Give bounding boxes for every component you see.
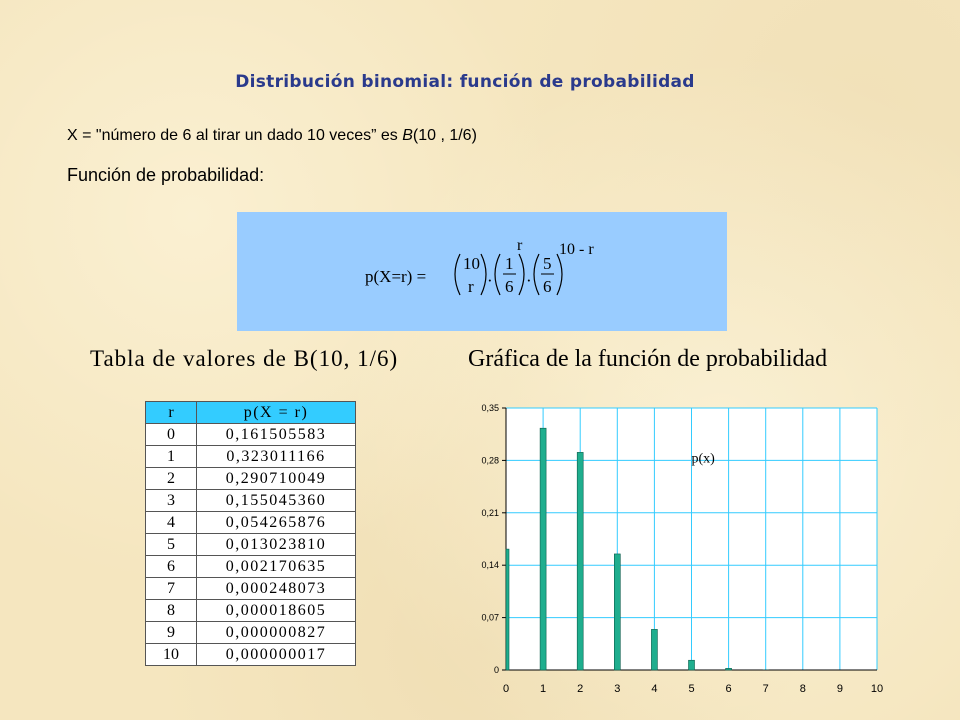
x-tick-label: 10 <box>870 683 884 695</box>
cell-probability: 0,000000017 <box>197 644 356 666</box>
x-tick-label: 0 <box>502 683 510 695</box>
x-tick-label: 3 <box>614 683 621 695</box>
cell-r: 7 <box>146 578 197 600</box>
cell-r: 8 <box>146 600 197 622</box>
table-caption: Tabla de valores de B(10, 1/6) <box>90 346 399 371</box>
distribution-params: (10 , 1/6) <box>412 127 477 144</box>
y-tick-label: 0,14 <box>481 560 499 571</box>
table-row <box>146 424 356 446</box>
x-tick-label: 4 <box>651 683 658 695</box>
values-table <box>145 401 356 666</box>
table-row <box>146 468 356 490</box>
y-tick-label: 0,21 <box>481 507 499 518</box>
table-row <box>146 556 356 578</box>
formula-dot-1: · <box>487 271 493 290</box>
frac1-right-paren <box>519 254 524 295</box>
cell-r: 0 <box>146 424 197 446</box>
page-title: Distribución binomial: función de probabilidad <box>235 72 695 92</box>
distribution-symbol: B <box>402 127 413 144</box>
table-row <box>146 534 356 556</box>
x-tick-label: 2 <box>577 683 584 695</box>
cell-probability: 0,000000827 <box>197 622 356 644</box>
cell-probability: 0,000018605 <box>197 600 356 622</box>
cell-r: 9 <box>146 622 197 644</box>
table-row <box>146 512 356 534</box>
probability-chart <box>470 396 890 706</box>
binom-bottom: r <box>468 277 474 296</box>
frac1-numerator: 1 <box>505 254 514 273</box>
bar <box>689 660 695 670</box>
bar <box>540 428 546 670</box>
table-row <box>146 490 356 512</box>
cell-probability: 0,002170635 <box>197 556 356 578</box>
chart-caption: Gráfica de la función de probabilidad <box>468 346 828 372</box>
bar <box>614 554 620 670</box>
table-row <box>146 644 356 666</box>
cell-r: 10 <box>146 644 197 666</box>
header-probability: p(X = r) <box>197 402 356 424</box>
cell-probability: 0,161505583 <box>197 424 356 446</box>
cell-r: 2 <box>146 468 197 490</box>
cell-r: 3 <box>146 490 197 512</box>
cell-probability: 0,290710049 <box>197 468 356 490</box>
frac1-denominator: 6 <box>505 277 514 296</box>
x-tick-label: 9 <box>836 683 843 695</box>
bar <box>726 668 732 670</box>
formula-lhs: p(X=r) = <box>365 267 427 286</box>
series-label: p(x) <box>691 451 715 467</box>
exponent-r: r <box>517 237 523 254</box>
y-tick-label: 0,35 <box>481 403 499 413</box>
table-row <box>146 578 356 600</box>
cell-probability: 0,013023810 <box>197 534 356 556</box>
frac2-denominator: 6 <box>543 277 552 296</box>
exponent-10-minus-r: 10 - r <box>559 241 594 258</box>
frac2-right-paren <box>557 254 562 295</box>
x-tick-label: 8 <box>799 683 806 695</box>
y-tick-label: 0 <box>493 665 499 675</box>
cell-r: 5 <box>146 534 197 556</box>
cell-probability: 0,054265876 <box>197 512 356 534</box>
cell-probability: 0,323011166 <box>197 446 356 468</box>
y-tick-label: 0,28 <box>481 455 499 466</box>
cell-r: 4 <box>146 512 197 534</box>
definition-text: X = "número de 6 al tirar un dado 10 veces” es <box>67 127 403 144</box>
bar <box>506 549 509 670</box>
table-header-row <box>146 402 356 424</box>
header-r: r <box>146 402 197 424</box>
random-variable-definition <box>67 127 477 145</box>
x-tick-label: 6 <box>725 683 732 695</box>
formula-svg <box>237 212 727 331</box>
table-row <box>146 600 356 622</box>
x-tick-label: 1 <box>540 683 547 695</box>
function-label: Función de probabilidad: <box>67 165 265 185</box>
table-row <box>146 622 356 644</box>
formula-dot-2: · <box>526 271 532 290</box>
cell-r: 6 <box>146 556 197 578</box>
y-tick-label: 0,07 <box>481 612 499 623</box>
frac1-left-paren <box>495 254 500 295</box>
bar <box>577 452 583 670</box>
binom-right-paren <box>481 254 486 295</box>
cell-probability: 0,155045360 <box>197 490 356 512</box>
cell-r: 1 <box>146 446 197 468</box>
frac2-left-paren <box>534 254 539 295</box>
table-row <box>146 446 356 468</box>
cell-probability: 0,000248073 <box>197 578 356 600</box>
binom-left-paren <box>455 254 460 295</box>
bar <box>651 629 657 670</box>
frac2-numerator: 5 <box>543 254 552 273</box>
formula-box <box>237 212 727 331</box>
x-tick-label: 5 <box>688 683 695 695</box>
x-tick-label: 7 <box>762 683 769 695</box>
binom-top: 10 <box>463 254 480 273</box>
